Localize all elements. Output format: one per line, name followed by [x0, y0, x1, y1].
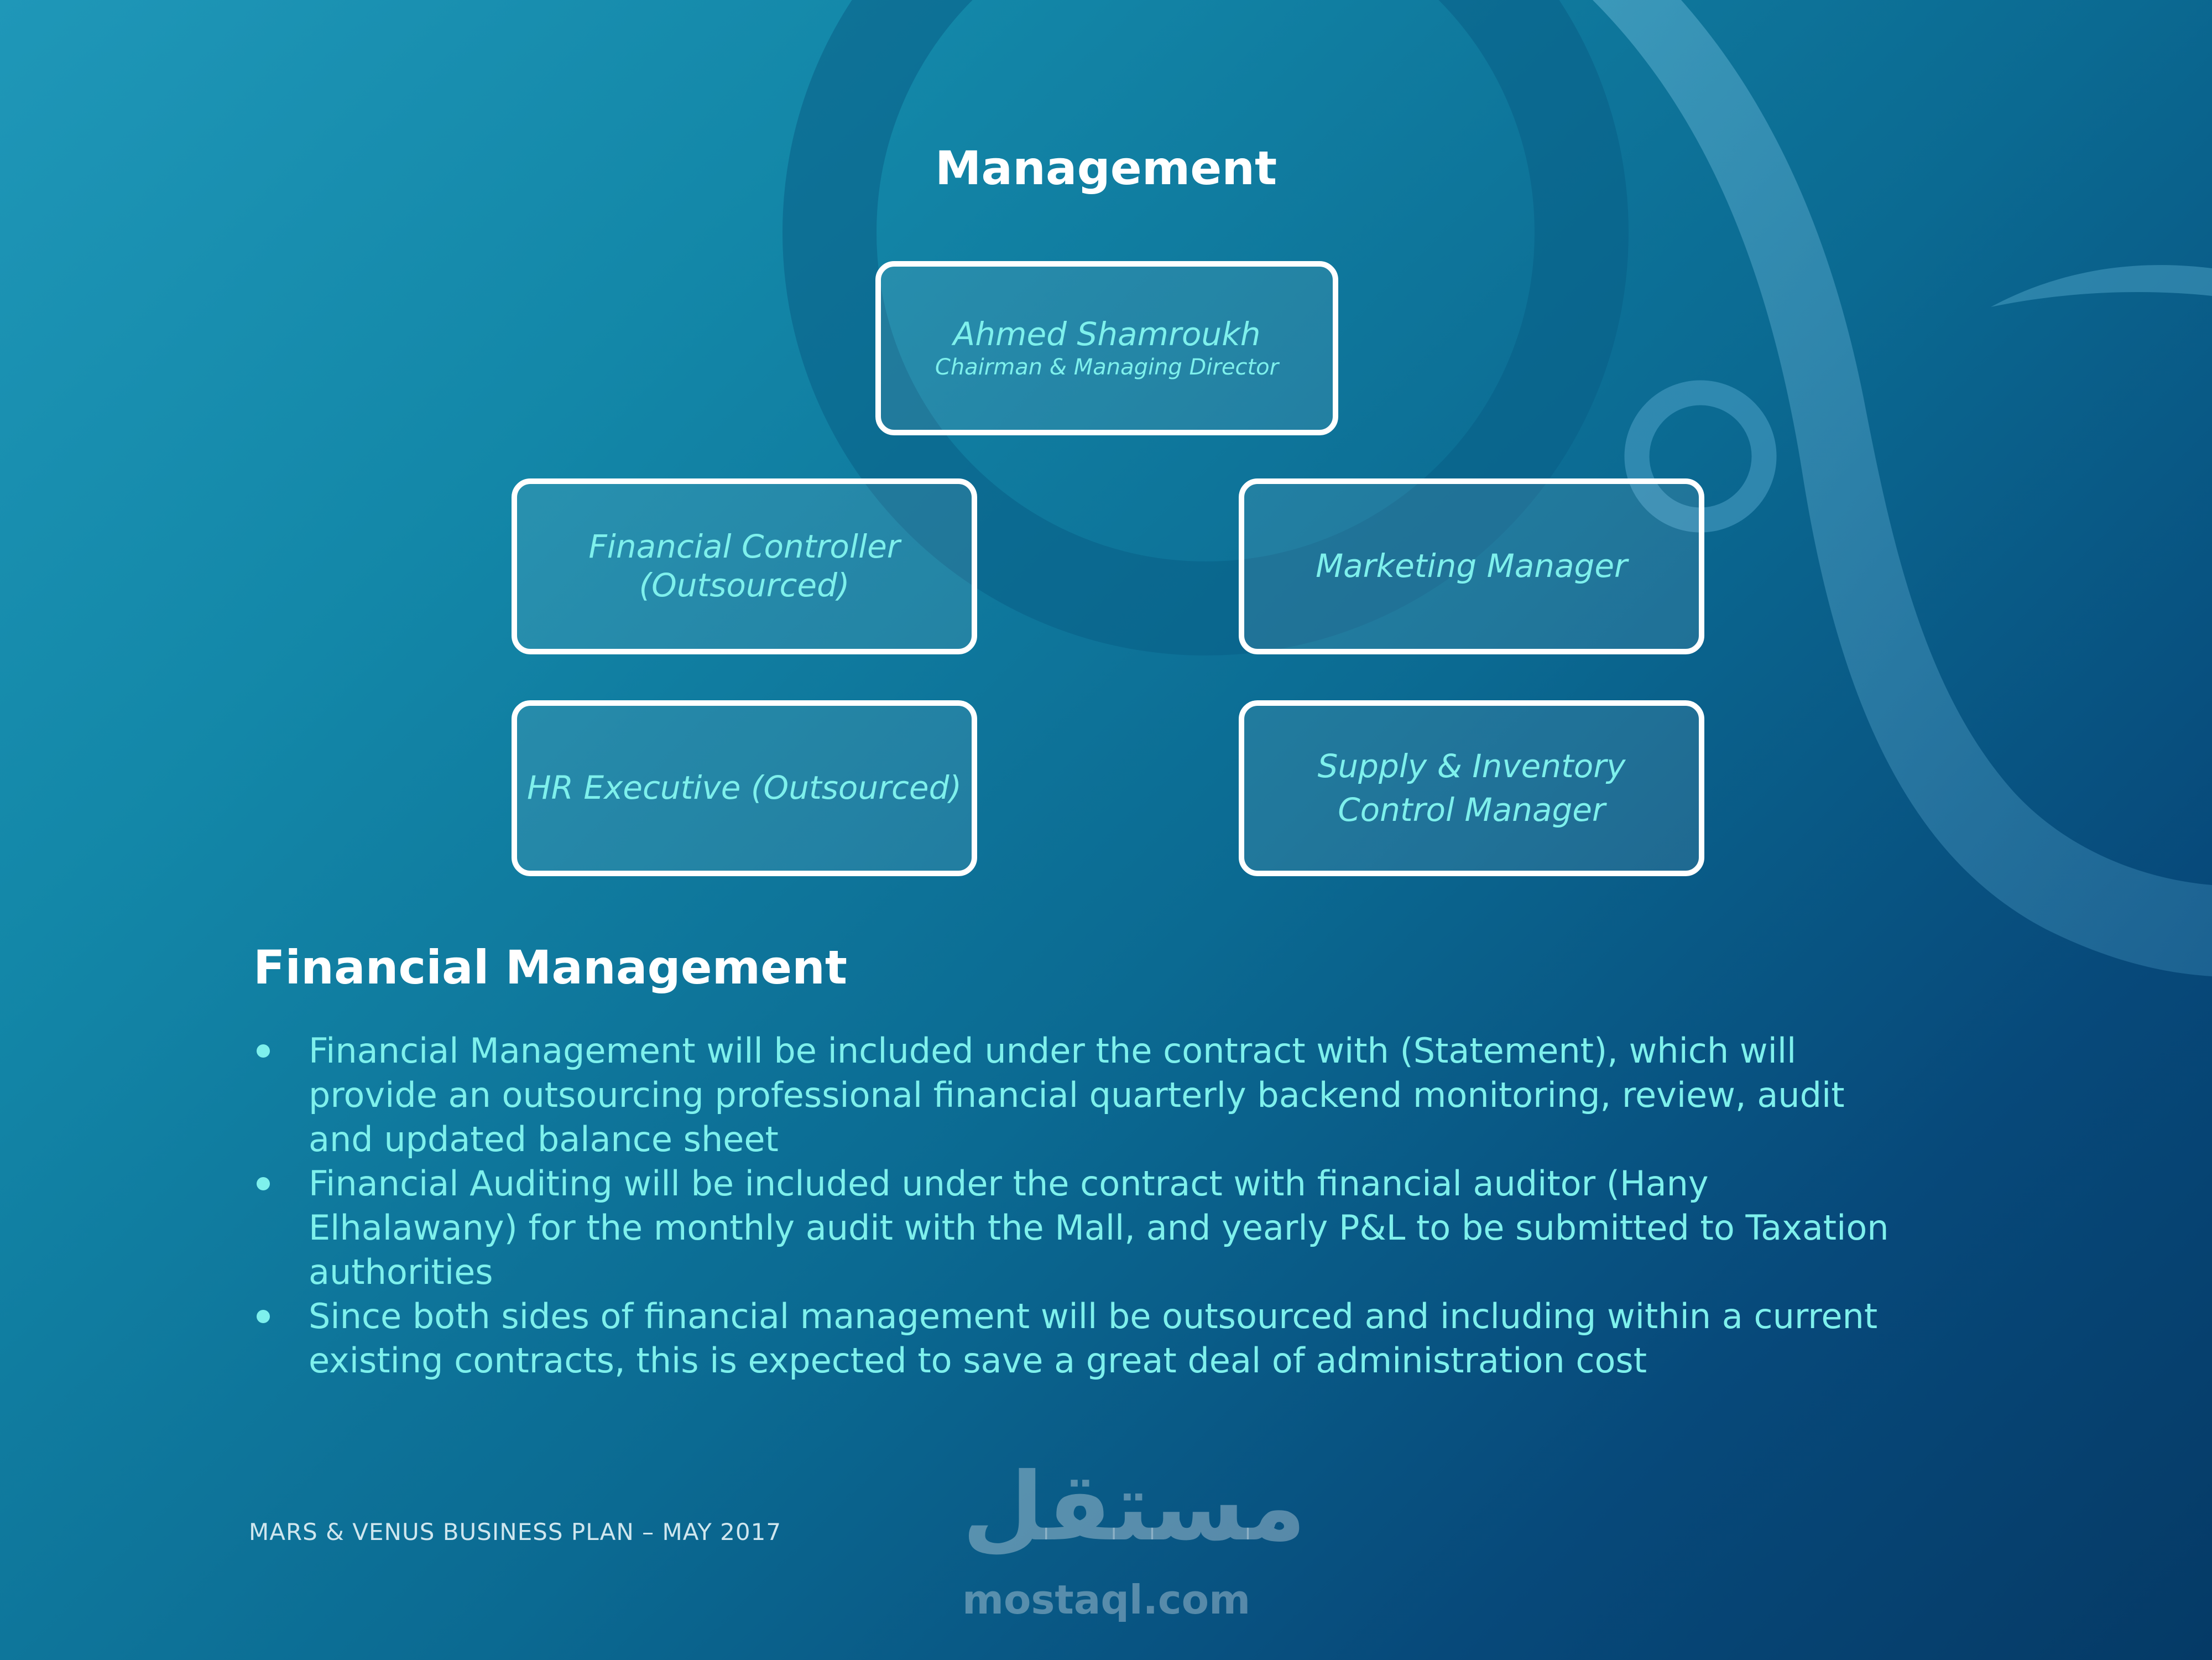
org-box-hr-executive-name: HR Executive (Outsourced)	[526, 769, 962, 807]
section-title: Financial Management	[253, 940, 848, 995]
bullet-item: Financial Auditing will be included under the contract with financial auditor (Hany Elhalawany) for the monthly audit with the Mall, and yearly P&L to be submitted to Taxation authorities	[253, 1162, 1918, 1294]
page-title: Management	[935, 141, 1277, 195]
org-box-financial-controller-name: Financial Controller (Outsourced)	[588, 528, 900, 604]
org-box-marketing-manager-name: Marketing Manager	[1316, 547, 1627, 585]
watermark-logo-latin: mostaql.com	[962, 1576, 1251, 1623]
org-box-supply-inventory-manager-line2: Control Manager	[1338, 791, 1605, 829]
org-box-financial-controller	[512, 478, 977, 654]
org-box-supply-inventory-manager-line1: Supply & Inventory	[1317, 747, 1626, 785]
org-box-supply-inventory-manager	[1239, 700, 1704, 876]
watermark-logo-arabic: مستقل	[962, 1453, 1306, 1562]
background-arc	[1991, 265, 2212, 307]
org-box-chairman-name: Ahmed Shamroukh	[953, 315, 1261, 353]
org-box-marketing-manager	[1239, 478, 1704, 654]
org-box-chairman-role: Chairman & Managing Director	[935, 355, 1279, 381]
bullet-item: Since both sides of financial management will be outsourced and including within a current existing contracts, this is expected to save a great deal of administration cost	[253, 1294, 1918, 1383]
org-box-hr-executive	[512, 700, 977, 876]
footer-text: MARS & VENUS BUSINESS PLAN – MAY 2017	[249, 1518, 782, 1545]
org-box-chairman	[875, 261, 1338, 435]
bullet-list	[253, 1029, 1918, 1383]
bullet-item: Financial Management will be included under the contract with (Statement), which will provide an outsourcing professional financial quarterly backend monitoring, review, audit and updated balance sheet	[253, 1029, 1918, 1162]
